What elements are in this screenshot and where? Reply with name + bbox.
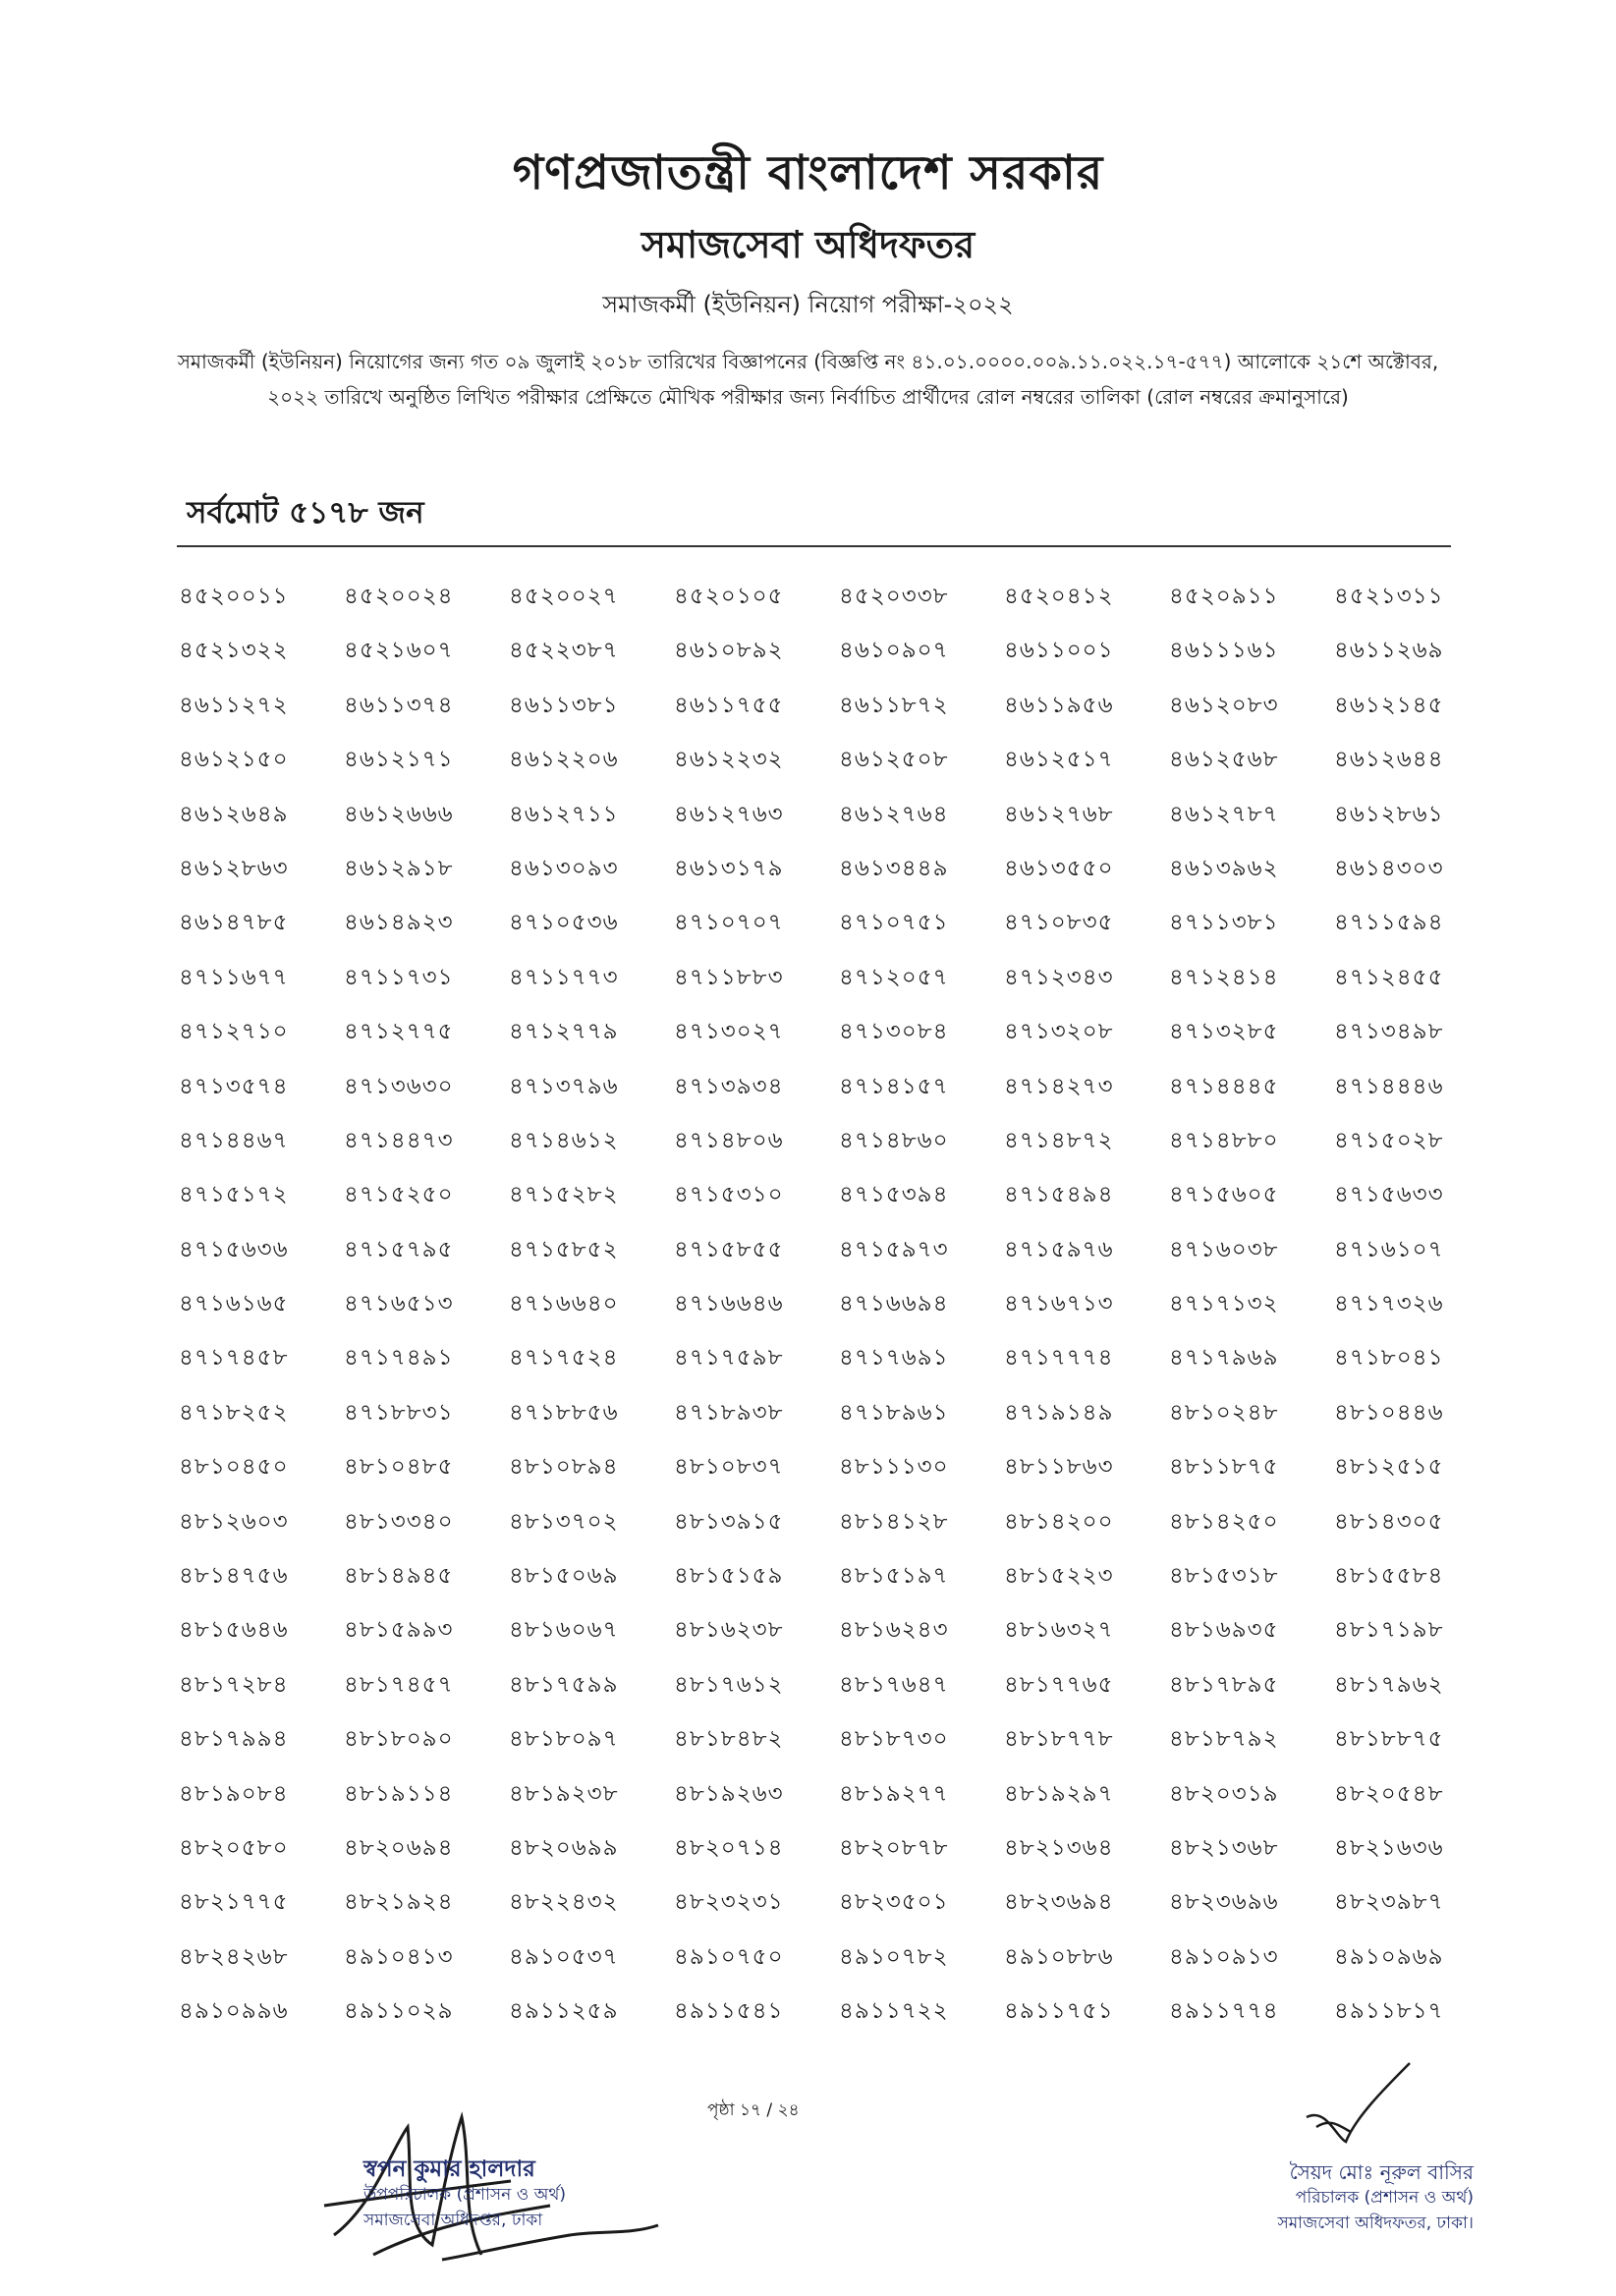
roll-number: ৪৭১০৭৫১ (839, 910, 949, 936)
roll-number: ৪৭১২৭১০ (179, 1019, 289, 1045)
roll-number: ৪৯১১২৫৯ (509, 1998, 619, 2025)
roll-number: ৪৭১১৫৯৪ (1334, 910, 1444, 936)
roll-number: ৪৭১৬১০৭ (1334, 1236, 1444, 1262)
signatory-right-name: সৈয়দ মোঃ নূরুল বাসির (1289, 2160, 1474, 2184)
roll-number: ৪৯১০৪১৩ (344, 1943, 454, 1970)
roll-number: ৪৭১২৭৭৯ (509, 1019, 619, 1045)
office-title: সমাজসেবা অধিদফতর (641, 223, 975, 266)
roll-number: ৪৭১৪৮৬০ (839, 1127, 949, 1153)
roll-number: ৪৮১৬২৪৩ (839, 1617, 949, 1644)
roll-number: ৪৮১৮০৯০ (344, 1726, 454, 1753)
roll-number: ৪৬১১২৭২ (179, 692, 289, 718)
roll-number: ৪৭১৪৪৪৫ (1169, 1073, 1279, 1099)
notice-text: সমাজকর্মী (ইউনিয়ন) নিয়োগের জন্য গত ০৯ জুলাই ২০১৮ তারিখের বিজ্ঞাপনের (বিজ্ঞপ্তি নং ৪১.০১.০০০০.০০৯.১১.০২২.১৭-৫৭৭) আলোকে ২১শে অক্টোবর, ২০২২ তারিখে অনুষ্ঠিত লিখিত পরীক্ষার প্রেক্ষিতে মৌখিক পরীক্ষার জন্য নির্বাচিত প্রার্থীদের রোল নম্বরের তালিকা (রোল নম্বরের ক্রমানুসারে) (177, 350, 1439, 409)
roll-number: ৪৯১১৭৫১ (1004, 1998, 1114, 2025)
roll-number: ৪৬১২১৫০ (179, 747, 289, 773)
roll-number: ৪৭১৭৭৭৪ (1004, 1345, 1114, 1372)
roll-number: ৪৭১৬৬৪০ (509, 1291, 619, 1317)
roll-number: ৪৭১৮৯৬১ (839, 1399, 949, 1426)
roll-number: ৪৫২১৩১১ (1334, 584, 1444, 609)
roll-number: ৪৭১৭৫২৪ (509, 1345, 619, 1372)
roll-number: ৪৮১৮০৯৭ (509, 1726, 619, 1753)
roll-number: ৪৭১৮৮৩১ (344, 1399, 454, 1426)
roll-number: ৪৬১২০৮৩ (1169, 692, 1279, 718)
roll-number: ৪৭১৫৬৩৩ (1334, 1182, 1444, 1208)
roll-number: ৪৬১২৮৬১ (1334, 801, 1444, 827)
roll-number: ৪৮১৫৩১৮ (1169, 1563, 1279, 1590)
roll-number: ৪৮১৫০৬৯ (509, 1563, 619, 1590)
signatory-left (363, 2156, 566, 2233)
roll-number: ৪৮১৬৯৩৫ (1169, 1617, 1279, 1644)
roll-number: ৪৮২৩৫০১ (839, 1889, 949, 1916)
roll-number: ৪৫২২৩৮৭ (509, 638, 619, 664)
roll-number: ৪৭১১৮৮৩ (674, 964, 784, 990)
roll-number: ৪৯১০৭৮২ (839, 1943, 949, 1970)
roll-number: ৪৭১৫৮৫২ (509, 1236, 619, 1262)
roll-number: ৪৭১৪৬১২ (509, 1127, 619, 1153)
roll-number: ৪৮২০৭১৪ (674, 1834, 784, 1861)
roll-number: ৪৮২০৬৯৯ (509, 1834, 619, 1861)
roll-number: ৪৫২০১০৫ (674, 584, 784, 609)
roll-number: ৪৮১৭৯৬২ (1334, 1671, 1444, 1698)
signatory-left-name: স্বপন কুমার হালদার (363, 2156, 535, 2182)
roll-number: ৪৮১৪২০০ (1004, 1508, 1114, 1535)
total-count: সর্বমোট ৫১৭৮ জন (187, 495, 424, 531)
roll-number: ৪৮১১১৩০ (839, 1454, 949, 1481)
roll-number: ৪৮১৪৭৫৬ (179, 1563, 289, 1590)
roll-number: ৪৮১৫১৯৭ (839, 1563, 949, 1590)
roll-number: ৪৮১৯১১৪ (344, 1780, 454, 1807)
roll-number: ৪৫২০৯১১ (1169, 584, 1279, 609)
roll-number: ৪৬১২৭৬৪ (839, 801, 949, 827)
roll-number: ৪৮১৮৭৭৮ (1004, 1726, 1114, 1753)
roll-number: ৪৮১০৪৮৫ (344, 1454, 454, 1481)
roll-number: ৪৬১৩০৯৩ (509, 855, 619, 881)
roll-number: ৪৭১২৪১৪ (1169, 964, 1279, 990)
roll-number: ৪৭১১৭৩১ (344, 964, 454, 990)
roll-number: ৪৬১২২০৬ (509, 747, 619, 773)
roll-number: ৪৭১৫৯৭৩ (839, 1236, 949, 1262)
roll-number: ৪৮১৭৮৯৫ (1169, 1671, 1279, 1698)
roll-number: ৪৮১০৪৫০ (179, 1454, 289, 1481)
roll-number: ৪৭১৩৫৭৪ (179, 1073, 289, 1099)
roll-number: ৪৭১২০৫৭ (839, 964, 949, 990)
roll-number: ৪৭১৮৯৩৮ (674, 1399, 784, 1426)
roll-number: ৪৮১০৮৯৪ (509, 1454, 619, 1481)
roll-number: ৪৮১১৮৬৩ (1004, 1454, 1114, 1481)
roll-number: ৪৮১৮৮৭৫ (1334, 1726, 1444, 1753)
roll-number: ৪৬১৪৩০৩ (1334, 855, 1444, 881)
roll-number: ৪৭১৩২০৮ (1004, 1019, 1114, 1045)
roll-number: ৪৭১৪২৭৩ (1004, 1073, 1114, 1099)
roll-number: ৪৯১১৭২২ (839, 1998, 949, 2025)
roll-number: ৪৮১৪১২৮ (839, 1508, 949, 1535)
roll-number: ৪৭১১৭৭৩ (509, 964, 619, 990)
roll-number-table (179, 578, 1485, 2047)
exam-title: সমাজকর্মী (ইউনিয়ন) নিয়োগ পরীক্ষা-২০২২ (602, 291, 1014, 318)
roll-number: ৪৮১৪৩০৫ (1334, 1508, 1444, 1535)
roll-number: ৪৭১৯১৪৯ (1004, 1399, 1114, 1426)
roll-number: ৪৭১৫৪৯৪ (1004, 1182, 1114, 1208)
roll-number: ৪৭১৭৪৯১ (344, 1345, 454, 1372)
roll-number: ৪৮১৭৫৯৯ (509, 1671, 619, 1698)
roll-number: ৪৭১৪১৫৭ (839, 1073, 949, 1099)
roll-number: ৪৬১২৫০৮ (839, 747, 949, 773)
roll-number: ৪৭১০৮৩৫ (1004, 910, 1114, 936)
roll-number: ৪৬১২১৪৫ (1334, 692, 1444, 718)
roll-number: ৪৮২৩৯৮৭ (1334, 1889, 1444, 1916)
roll-number: ৪৮১৭৬১২ (674, 1671, 784, 1698)
roll-number: ৪৬১২৭৬৮ (1004, 801, 1114, 827)
roll-number: ৪৭১৮৮৫৬ (509, 1399, 619, 1426)
roll-number: ৪৮১৯২৯৭ (1004, 1780, 1114, 1807)
roll-number: ৪৮২১৩৬৪ (1004, 1834, 1114, 1861)
roll-number: ৪৬১১২৬৯ (1334, 638, 1444, 664)
roll-number: ৪৮২০৫৪৮ (1334, 1780, 1444, 1807)
roll-number: ৪৭১৪৪৬৭ (179, 1127, 289, 1153)
signatory-right-designation: পরিচালক (প্রশাসন ও অর্থ) (1295, 2188, 1474, 2208)
roll-number: ৪৭১৫৯৭৬ (1004, 1236, 1114, 1262)
roll-number: ৪৮১৩৭০২ (509, 1508, 619, 1535)
roll-number: ৪৮১৮৪৮২ (674, 1726, 784, 1753)
roll-number: ৪৫২১৩২২ (179, 638, 289, 664)
roll-number: ৪৮২৩২৩১ (674, 1889, 784, 1916)
roll-number: ৪৭১৬৬৪৬ (674, 1291, 784, 1317)
roll-number: ৪৫২০৪১২ (1004, 584, 1114, 609)
signatory-right-office: সমাজসেবা অধিদফতর, ঢাকা। (1277, 2213, 1474, 2233)
roll-number: ৪৭১৬৫১৩ (344, 1291, 454, 1317)
roll-number: ৪৮২০৬৯৪ (344, 1834, 454, 1861)
roll-number: ৪৭১০৫৩৬ (509, 910, 619, 936)
roll-number: ৪৯১০৯১৩ (1169, 1943, 1279, 1970)
roll-number: ৪৬১৩৫৫০ (1004, 855, 1114, 881)
signature-right-icon (1297, 2058, 1415, 2152)
roll-number: ৪৮২৩৬৯৬ (1169, 1889, 1279, 1916)
roll-number: ৪৮১৮৭৩০ (839, 1726, 949, 1753)
roll-number: ৪৬১১৩৭৪ (344, 692, 454, 718)
roll-number: ৪৭১৫৬০৫ (1169, 1182, 1279, 1208)
roll-number: ৪৬১৩৯৬২ (1169, 855, 1279, 881)
roll-number: ৪৮২০৩১৯ (1169, 1780, 1279, 1807)
roll-number: ৪৬১২৬৬৬ (344, 801, 454, 827)
roll-number: ৪৬১২২৩২ (674, 747, 784, 773)
roll-number: ৪৭১৫০২৮ (1334, 1127, 1444, 1153)
roll-number: ৪৯১১৮১৭ (1334, 1998, 1444, 2025)
roll-number: ৪৭১৪৮০৬ (674, 1127, 784, 1153)
roll-number: ৪৯১০৫৩৭ (509, 1943, 619, 1970)
roll-number: ৪৬১৪৯২৩ (344, 910, 454, 936)
roll-number: ৪৮২০৮৭৮ (839, 1834, 949, 1861)
roll-number: ৪৬১২১৭১ (344, 747, 454, 773)
roll-number: ৪৯১০৭৫০ (674, 1943, 784, 1970)
roll-number: ৪৬১২৭৮৭ (1169, 801, 1279, 827)
roll-number: ৪৭১৮২৫২ (179, 1399, 289, 1426)
roll-number: ৪৬১২৫৬৮ (1169, 747, 1279, 773)
roll-number: ৪৬১২৭১১ (509, 801, 619, 827)
roll-number: ৪৮১২৬০৩ (179, 1508, 289, 1535)
roll-number: ৪৭১৩৪৯৮ (1334, 1019, 1444, 1045)
roll-number: ৪৮১৯০৮৪ (179, 1780, 289, 1807)
roll-number: ৪৮২৪২৬৮ (179, 1943, 289, 1970)
roll-number: ৪৭১১৩৮১ (1169, 910, 1279, 936)
roll-number: ৪৮২৩৬৯৪ (1004, 1889, 1114, 1916)
roll-number: ৪৭১৩৬৩০ (344, 1073, 454, 1099)
roll-number: ৪৯১০৯৬৯ (1334, 1943, 1444, 1970)
roll-number: ৪৮১৫২২৩ (1004, 1563, 1114, 1590)
roll-number: ৪৬১৩১৭৯ (674, 855, 784, 881)
roll-number: ৪৭১১৬৭৭ (179, 964, 289, 990)
roll-number: ৪৮১৯২৩৮ (509, 1780, 619, 1807)
roll-number: ৪৮২২৪৩২ (509, 1889, 619, 1916)
roll-number: ৪৮২১৬৩৬ (1334, 1834, 1444, 1861)
roll-number: ৪৭১৫৭৯৫ (344, 1236, 454, 1262)
roll-number: ৪৯১১৫৪১ (674, 1998, 784, 2025)
signatory-right (1189, 2159, 1474, 2236)
roll-number: ৪৭১৪৪৭৩ (344, 1127, 454, 1153)
roll-number: ৪৭১৪৮৭২ (1004, 1127, 1114, 1153)
roll-number: ৪৭১৩০২৭ (674, 1019, 784, 1045)
roll-number: ৪৭১৬০৩৮ (1169, 1236, 1279, 1262)
roll-number: ৪৭১৪৮৮০ (1169, 1127, 1279, 1153)
roll-number: ৪৬১১৯৫৬ (1004, 692, 1114, 718)
roll-number: ৪৭১৫২৫০ (344, 1182, 454, 1208)
roll-number: ৪৮১০৪৪৬ (1334, 1399, 1444, 1426)
roll-number: ৪৭১২৭৭৫ (344, 1019, 454, 1045)
roll-number: ৪৭১৭৫৯৮ (674, 1345, 784, 1372)
roll-number: ৪৮১৪৯৪৫ (344, 1563, 454, 1590)
roll-number: ৪৮২১৩৬৮ (1169, 1834, 1279, 1861)
roll-number: ৪৭১৪৪৪৬ (1334, 1073, 1444, 1099)
roll-number: ৪৮১৭৬৪৭ (839, 1671, 949, 1698)
roll-number: ৪৬১০৯০৭ (839, 638, 949, 664)
roll-number: ৪৭১৭৯৬৯ (1169, 1345, 1279, 1372)
roll-number: ৪৮১১৮৭৫ (1169, 1454, 1279, 1481)
roll-number: ৪৮১৫৫৮৪ (1334, 1563, 1444, 1590)
roll-number: ৪৬১১৭৫৫ (674, 692, 784, 718)
roll-number: ৪৬১১৩৮১ (509, 692, 619, 718)
roll-number: ৪৭১০৭০৭ (674, 910, 784, 936)
roll-number: ৪৭১৫১৭২ (179, 1182, 289, 1208)
divider (177, 545, 1451, 547)
roll-number: ৪৬১৪৭৮৫ (179, 910, 289, 936)
roll-number: ৪৭১৬১৬৫ (179, 1291, 289, 1317)
roll-number: ৪৮১৭৪৫৭ (344, 1671, 454, 1698)
roll-number: ৪৬১২৮৬৩ (179, 855, 289, 881)
roll-number: ৪৭১৩০৮৪ (839, 1019, 949, 1045)
roll-number: ৪৮১৬২৩৮ (674, 1617, 784, 1644)
roll-number: ৪৭১৫৩১০ (674, 1182, 784, 1208)
roll-number: ৪৬১১১৬১ (1169, 638, 1279, 664)
roll-number: ৪৭১৬৬৯৪ (839, 1291, 949, 1317)
roll-number: ৪৫২১৬০৭ (344, 638, 454, 664)
roll-number: ৪৮১০৮৩৭ (674, 1454, 784, 1481)
roll-number: ৪৬১২৯১৮ (344, 855, 454, 881)
roll-number: ৪৮২০৫৮০ (179, 1834, 289, 1861)
roll-number: ৪৭১৭১৩২ (1169, 1291, 1279, 1317)
signatory-left-office: সমাজসেবা অধিদপ্তর, ঢাকা (363, 2211, 543, 2230)
roll-number: ৪৮১৯২৬৩ (674, 1780, 784, 1807)
roll-number: ৪৮১৭২৮৪ (179, 1671, 289, 1698)
roll-number: ৪৭১৫২৮২ (509, 1182, 619, 1208)
roll-number: ৪৫২০০১১ (179, 584, 289, 609)
roll-number: ৪৮২১৯২৪ (344, 1889, 454, 1916)
roll-number: ৪৮১৪২৫০ (1169, 1508, 1279, 1535)
signatory-left-designation: উপপরিচালক (প্রশাসন ও অর্থ) (363, 2185, 566, 2205)
roll-number: ৪৬১২৬৪৯ (179, 801, 289, 827)
roll-number: ৪৭১৭৬৯১ (839, 1345, 949, 1372)
roll-number: ৪৮১৩৩৪০ (344, 1508, 454, 1535)
roll-number: ৪৮১৭১৯৮ (1334, 1617, 1444, 1644)
roll-number: ৪৮১৯২৭৭ (839, 1780, 949, 1807)
roll-number: ৪৮১৭৭৬৫ (1004, 1671, 1114, 1698)
roll-number: ৪৭১৬৭১৩ (1004, 1291, 1114, 1317)
roll-number: ৪৭১৩৯৩৪ (674, 1073, 784, 1099)
roll-number: ৪৭১৫৮৫৫ (674, 1236, 784, 1262)
roll-number: ৪৬১১০০১ (1004, 638, 1114, 664)
roll-number: ৪৮১৩৯১৫ (674, 1508, 784, 1535)
roll-number: ৪৯১০৮৮৬ (1004, 1943, 1114, 1970)
roll-number: ৪৫২০০২৪ (344, 584, 454, 609)
roll-number: ৪৫২০৩৩৮ (839, 584, 949, 609)
roll-number: ৪৭১৩৭৯৬ (509, 1073, 619, 1099)
roll-number: ৪৮১০২৪৮ (1169, 1399, 1279, 1426)
roll-number: ৪৬১২৬৪৪ (1334, 747, 1444, 773)
roll-number: ৪৬১২৫১৭ (1004, 747, 1114, 773)
roll-number: ৪৬১২৭৬৩ (674, 801, 784, 827)
roll-number: ৪৮১৮৭৯২ (1169, 1726, 1279, 1753)
government-title: গণপ্রজাতন্ত্রী বাংলাদেশ সরকার (512, 145, 1104, 200)
roll-number: ৪৭১২৩৪৩ (1004, 964, 1114, 990)
roll-number: ৪৮১৭৯৯৪ (179, 1726, 289, 1753)
roll-number: ৪৭১৭৩২৬ (1334, 1291, 1444, 1317)
roll-number: ৪৮১৫৯৯৩ (344, 1617, 454, 1644)
roll-number: ৪৮১৬০৬৭ (509, 1617, 619, 1644)
roll-number: ৪৮২১৭৭৫ (179, 1889, 289, 1916)
roll-number: ৪৭১৭৪৫৮ (179, 1345, 289, 1372)
page-number: পৃষ্ঠা ১৭ / ২৪ (707, 2100, 800, 2120)
roll-number: ৪৮১৫৬৪৬ (179, 1617, 289, 1644)
roll-number: ৪৯১০৯৯৬ (179, 1998, 289, 2025)
roll-number: ৪৬১১৮৭২ (839, 692, 949, 718)
roll-number: ৪৭১৫৩৯৪ (839, 1182, 949, 1208)
roll-number: ৪৭১৫৬৩৬ (179, 1236, 289, 1262)
roll-number: ৪৯১১০২৯ (344, 1998, 454, 2025)
roll-number: ৪৮১৫১৫৯ (674, 1563, 784, 1590)
roll-number: ৪৮১৬৩২৭ (1004, 1617, 1114, 1644)
roll-number: ৪৬১০৮৯২ (674, 638, 784, 664)
roll-number: ৪৬১৩৪৪৯ (839, 855, 949, 881)
roll-number: ৪৫২০০২৭ (509, 584, 619, 609)
roll-number: ৪৮১২৫১৫ (1334, 1454, 1444, 1481)
roll-number: ৪৭১২৪৫৫ (1334, 964, 1444, 990)
roll-number: ৪৭১৮০৪১ (1334, 1345, 1444, 1372)
roll-number: ৪৯১১৭৭৪ (1169, 1998, 1279, 2025)
roll-number: ৪৭১৩২৮৫ (1169, 1019, 1279, 1045)
